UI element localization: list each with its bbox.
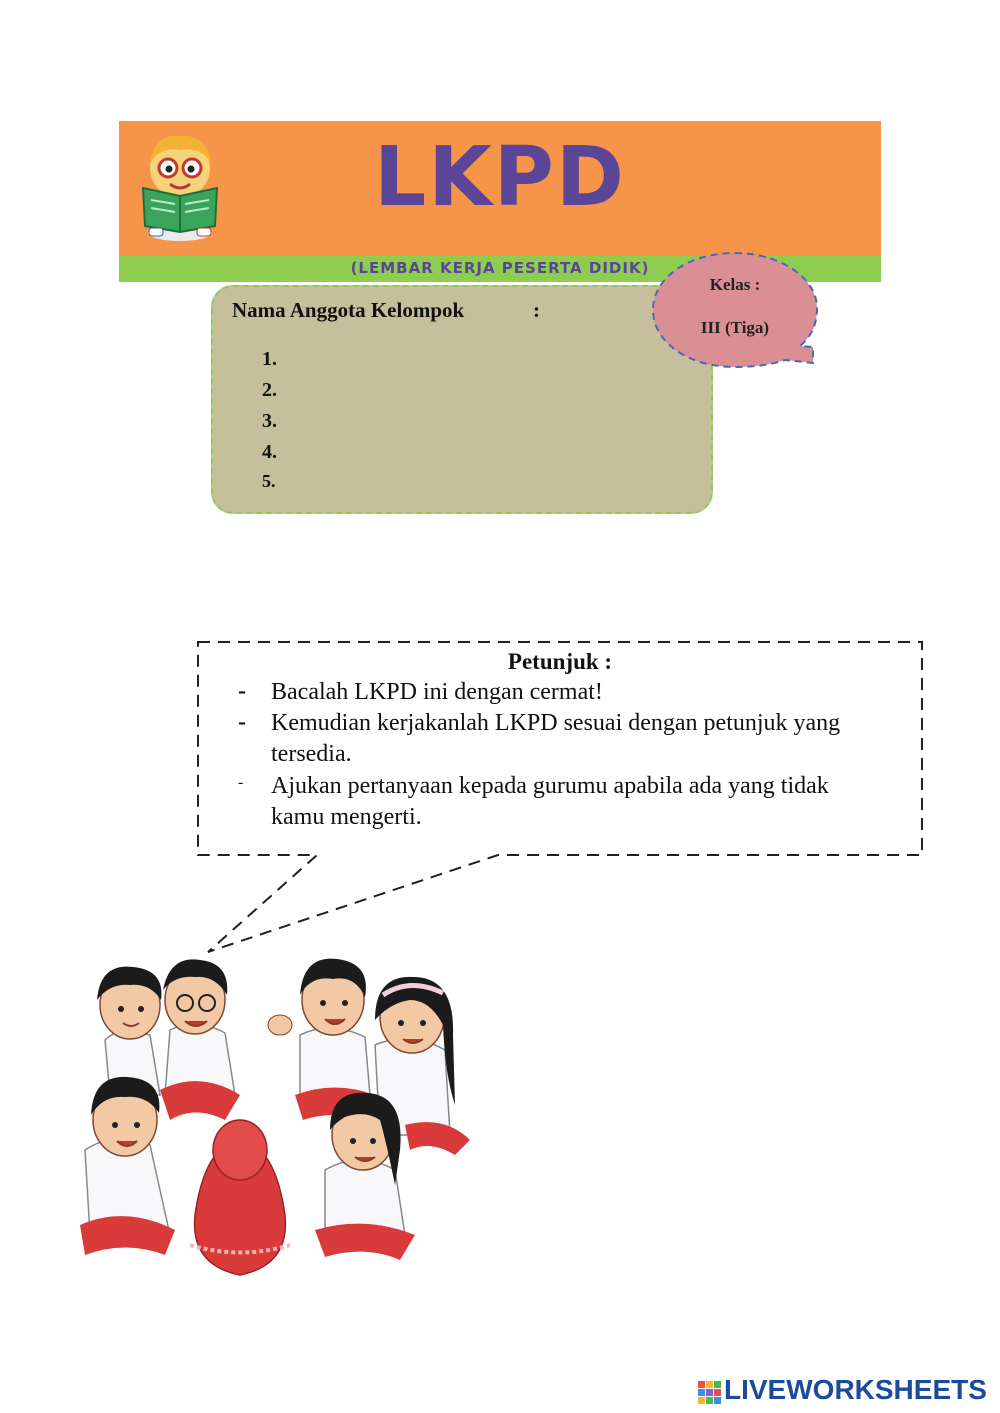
instruction-line: Bacalah LKPD ini dengan cermat! bbox=[271, 679, 603, 705]
member-number: 2. bbox=[262, 379, 277, 401]
liveworksheets-logo-icon bbox=[697, 1380, 723, 1406]
instruction-bullet: - bbox=[238, 709, 246, 735]
class-label: Kelas : bbox=[709, 275, 761, 294]
instruction-line: tersedia. bbox=[271, 741, 352, 767]
liveworksheets-brand: LIVEWORKSHEETS bbox=[724, 1374, 987, 1405]
class-speech-bubble bbox=[650, 250, 820, 370]
instruction-bullet: - bbox=[238, 678, 246, 704]
reading-child-illustration bbox=[135, 128, 225, 243]
instruction-line: Kemudian kerjakanlah LKPD sesuai dengan petunjuk yang bbox=[271, 710, 841, 736]
page-subtitle: (LEMBAR KERJA PESERTA DIDIK) bbox=[350, 259, 650, 277]
children-group-illustration bbox=[75, 945, 480, 1300]
page-title: LKPD bbox=[374, 130, 626, 225]
member-number: 3. bbox=[262, 410, 277, 432]
group-members-colon: : bbox=[533, 298, 540, 322]
instruction-line: Ajukan pertanyaan kepada gurumu apabila ada yang tidak bbox=[271, 773, 829, 799]
instructions-title: Petunjuk : bbox=[507, 649, 613, 674]
member-number: 5. bbox=[262, 471, 276, 491]
member-number: 4. bbox=[262, 441, 277, 463]
member-number: 1. bbox=[262, 348, 277, 370]
instruction-line: kamu mengerti. bbox=[271, 804, 422, 830]
group-members-label: Nama Anggota Kelompok bbox=[232, 298, 465, 322]
class-value: III (Tiga) bbox=[700, 318, 770, 337]
instruction-bullet: - bbox=[238, 774, 244, 791]
